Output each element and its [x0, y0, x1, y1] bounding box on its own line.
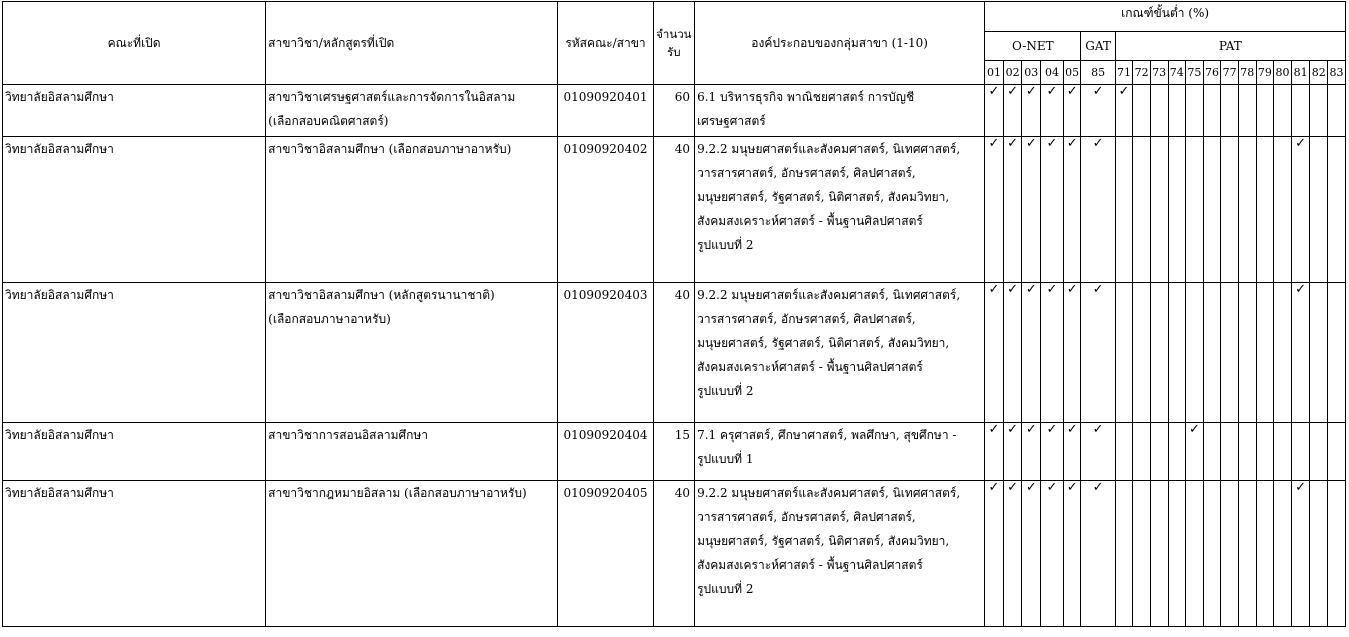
criteria-cell-80 — [1274, 137, 1292, 283]
check-icon: ✓ — [1046, 84, 1058, 99]
header-program: สาขาวิชา/หลักสูตรที่เปิด — [266, 2, 558, 85]
criteria-cell-73 — [1150, 283, 1168, 423]
criteria-cell-74 — [1168, 423, 1186, 481]
criteria-cell-79 — [1256, 481, 1274, 627]
check-icon: ✓ — [1046, 282, 1058, 297]
criteria-cell-72 — [1133, 137, 1151, 283]
criteria-cell-02 — [1003, 137, 1022, 283]
criteria-cell-79 — [1256, 283, 1274, 423]
criteria-cell-79 — [1256, 85, 1274, 137]
program-cell — [266, 283, 558, 423]
criteria-cell-75 — [1186, 423, 1204, 481]
components-line: 9.2.2 มนุษยศาสตร์และสังคมศาสตร์, นิเทศศาสตร์, — [697, 142, 961, 156]
check-icon: ✓ — [1092, 480, 1104, 495]
score-col-02: 02 — [1003, 61, 1022, 85]
criteria-cell-83 — [1328, 423, 1346, 481]
components-line: 9.2.2 มนุษยศาสตร์และสังคมศาสตร์, นิเทศศาสตร์, — [697, 288, 961, 302]
check-icon: ✓ — [1007, 136, 1019, 151]
table-row — [3, 283, 1346, 423]
header-seats-line1: จำนวน — [656, 27, 692, 41]
program-line: สาขาวิชาอิสลามศึกษา (เลือกสอบภาษาอาหรับ) — [268, 142, 512, 156]
criteria-cell-01 — [985, 423, 1004, 481]
components-line: วารสารศาสตร์, อักษรศาสตร์, ศิลปศาสตร์, — [697, 312, 916, 326]
check-icon: ✓ — [1025, 136, 1037, 151]
criteria-cell-02 — [1003, 481, 1022, 627]
seats-cell: 40 — [653, 283, 694, 423]
header-pat: PAT — [1115, 32, 1345, 61]
components-line: มนุษยศาสตร์, รัฐศาสตร์, นิติศาสตร์, สังคมวิทยา, — [697, 336, 950, 350]
criteria-cell-85 — [1081, 423, 1115, 481]
components-line: 6.1 บริหารธุรกิจ พาณิชยศาสตร์ การบัญชี — [697, 90, 915, 104]
check-icon: ✓ — [1046, 422, 1058, 437]
score-col-01: 01 — [985, 61, 1004, 85]
criteria-cell-85 — [1081, 481, 1115, 627]
program-line: สาขาวิชาการสอนอิสลามศึกษา — [268, 428, 429, 442]
criteria-cell-80 — [1274, 283, 1292, 423]
criteria-cell-04 — [1041, 137, 1064, 283]
criteria-cell-82 — [1310, 423, 1328, 481]
components-line: รูปแบบที่ 1 — [697, 452, 754, 466]
header-criteria: เกณฑ์ขั้นต่ำ (%) — [985, 2, 1346, 32]
criteria-cell-05 — [1063, 481, 1081, 627]
table-header — [3, 2, 1346, 85]
check-icon: ✓ — [1066, 84, 1078, 99]
check-icon: ✓ — [988, 422, 1000, 437]
code-cell: 01090920405 — [558, 481, 653, 627]
criteria-cell-05 — [1063, 137, 1081, 283]
seats-cell: 60 — [653, 85, 694, 137]
criteria-cell-74 — [1168, 283, 1186, 423]
criteria-cell-77 — [1221, 85, 1239, 137]
score-col-75: 75 — [1186, 61, 1204, 85]
criteria-cell-05 — [1063, 423, 1081, 481]
criteria-cell-03 — [1022, 85, 1041, 137]
program-line: สาขาวิชากฎหมายอิสลาม (เลือกสอบภาษาอาหรับ) — [268, 486, 527, 500]
criteria-cell-77 — [1221, 481, 1239, 627]
score-col-71: 71 — [1115, 61, 1133, 85]
check-icon: ✓ — [1025, 84, 1037, 99]
criteria-cell-05 — [1063, 283, 1081, 423]
score-col-05: 05 — [1063, 61, 1081, 85]
check-icon: ✓ — [1066, 480, 1078, 495]
components-line: มนุษยศาสตร์, รัฐศาสตร์, นิติศาสตร์, สังคมวิทยา, — [697, 190, 950, 204]
table-row — [3, 481, 1346, 627]
score-col-79: 79 — [1256, 61, 1274, 85]
score-col-83: 83 — [1328, 61, 1346, 85]
check-icon: ✓ — [1295, 136, 1307, 151]
criteria-cell-04 — [1041, 283, 1064, 423]
check-icon: ✓ — [1066, 282, 1078, 297]
table-row — [3, 85, 1346, 137]
check-icon: ✓ — [988, 480, 1000, 495]
components-line: 9.2.2 มนุษยศาสตร์และสังคมศาสตร์, นิเทศศาสตร์, — [697, 486, 961, 500]
code-cell: 01090920402 — [558, 137, 653, 283]
criteria-cell-73 — [1150, 423, 1168, 481]
criteria-cell-82 — [1310, 85, 1328, 137]
program-line: (เลือกสอบภาษาอาหรับ) — [268, 312, 391, 326]
check-icon: ✓ — [988, 136, 1000, 151]
components-line: มนุษยศาสตร์, รัฐศาสตร์, นิติศาสตร์, สังคมวิทยา, — [697, 534, 950, 548]
criteria-cell-02 — [1003, 85, 1022, 137]
code-cell: 01090920404 — [558, 423, 653, 481]
components-line: วารสารศาสตร์, อักษรศาสตร์, ศิลปศาสตร์, — [697, 166, 916, 180]
components-line: รูปแบบที่ 2 — [697, 238, 754, 252]
check-icon: ✓ — [1007, 282, 1019, 297]
score-col-03: 03 — [1022, 61, 1041, 85]
faculty-cell: วิทยาลัยอิสลามศึกษา — [3, 85, 266, 137]
check-icon: ✓ — [1046, 136, 1058, 151]
criteria-cell-02 — [1003, 423, 1022, 481]
criteria-cell-03 — [1022, 137, 1041, 283]
check-icon: ✓ — [1295, 282, 1307, 297]
score-col-77: 77 — [1221, 61, 1239, 85]
program-line: (เลือกสอบคณิตศาสตร์) — [268, 114, 389, 128]
criteria-cell-78 — [1238, 137, 1256, 283]
score-col-78: 78 — [1238, 61, 1256, 85]
criteria-cell-73 — [1150, 481, 1168, 627]
criteria-cell-81 — [1291, 423, 1310, 481]
components-line: สังคมสงเคราะห์ศาสตร์ - พื้นฐานศิลปศาสตร์ — [697, 214, 923, 228]
check-icon: ✓ — [1046, 480, 1058, 495]
criteria-cell-71 — [1115, 423, 1133, 481]
criteria-cell-78 — [1238, 481, 1256, 627]
criteria-cell-77 — [1221, 283, 1239, 423]
table-row — [3, 137, 1346, 283]
criteria-cell-83 — [1328, 85, 1346, 137]
criteria-cell-74 — [1168, 85, 1186, 137]
criteria-cell-76 — [1203, 283, 1221, 423]
criteria-cell-72 — [1133, 423, 1151, 481]
program-line: สาขาวิชาเศรษฐศาสตร์และการจัดการในอิสลาม — [268, 90, 516, 104]
header-code: รหัสคณะ/สาขา — [558, 2, 653, 85]
score-col-04: 04 — [1041, 61, 1064, 85]
criteria-cell-80 — [1274, 423, 1292, 481]
check-icon: ✓ — [1092, 84, 1104, 99]
criteria-cell-01 — [985, 481, 1004, 627]
criteria-cell-85 — [1081, 283, 1115, 423]
criteria-cell-72 — [1133, 283, 1151, 423]
criteria-cell-81 — [1291, 137, 1310, 283]
score-col-74: 74 — [1168, 61, 1186, 85]
components-line: 7.1 ครุศาสตร์, ศึกษาศาสตร์, พลศึกษา, สุขศึกษา - — [697, 428, 957, 442]
header-onet: O-NET — [985, 32, 1081, 61]
criteria-cell-03 — [1022, 481, 1041, 627]
components-line: เศรษฐศาสตร์ — [697, 114, 766, 128]
check-icon: ✓ — [1025, 422, 1037, 437]
check-icon: ✓ — [1066, 136, 1078, 151]
criteria-cell-75 — [1186, 85, 1204, 137]
components-line: สังคมสงเคราะห์ศาสตร์ - พื้นฐานศิลปศาสตร์ — [697, 558, 923, 572]
criteria-cell-73 — [1150, 85, 1168, 137]
check-icon: ✓ — [988, 84, 1000, 99]
components-cell — [695, 481, 985, 627]
seats-cell: 40 — [653, 137, 694, 283]
components-line: รูปแบบที่ 2 — [697, 582, 754, 596]
check-icon: ✓ — [1092, 422, 1104, 437]
criteria-cell-75 — [1186, 283, 1204, 423]
score-col-80: 80 — [1274, 61, 1292, 85]
program-cell — [266, 137, 558, 283]
program-cell — [266, 85, 558, 137]
criteria-cell-74 — [1168, 481, 1186, 627]
criteria-cell-80 — [1274, 481, 1292, 627]
check-icon: ✓ — [1066, 422, 1078, 437]
faculty-cell: วิทยาลัยอิสลามศึกษา — [3, 137, 266, 283]
criteria-cell-73 — [1150, 137, 1168, 283]
criteria-cell-77 — [1221, 423, 1239, 481]
header-gat: GAT — [1081, 32, 1115, 61]
score-col-85: 85 — [1081, 61, 1115, 85]
criteria-cell-76 — [1203, 85, 1221, 137]
check-icon: ✓ — [1092, 136, 1104, 151]
code-cell: 01090920401 — [558, 85, 653, 137]
check-icon: ✓ — [988, 282, 1000, 297]
criteria-cell-80 — [1274, 85, 1292, 137]
faculty-cell: วิทยาลัยอิสลามศึกษา — [3, 423, 266, 481]
check-icon: ✓ — [1188, 422, 1200, 437]
components-cell — [695, 423, 985, 481]
score-col-73: 73 — [1150, 61, 1168, 85]
criteria-cell-04 — [1041, 481, 1064, 627]
program-cell — [266, 481, 558, 627]
criteria-cell-83 — [1328, 137, 1346, 283]
criteria-cell-78 — [1238, 283, 1256, 423]
faculty-cell: วิทยาลัยอิสลามศึกษา — [3, 481, 266, 627]
criteria-cell-85 — [1081, 85, 1115, 137]
criteria-cell-03 — [1022, 423, 1041, 481]
criteria-cell-76 — [1203, 481, 1221, 627]
criteria-cell-03 — [1022, 283, 1041, 423]
check-icon: ✓ — [1007, 84, 1019, 99]
header-faculty: คณะที่เปิด — [3, 2, 266, 85]
check-icon: ✓ — [1025, 480, 1037, 495]
criteria-cell-72 — [1133, 85, 1151, 137]
table-body — [3, 85, 1346, 627]
criteria-cell-82 — [1310, 283, 1328, 423]
components-line: วารสารศาสตร์, อักษรศาสตร์, ศิลปศาสตร์, — [697, 510, 916, 524]
criteria-cell-82 — [1310, 481, 1328, 627]
criteria-cell-02 — [1003, 283, 1022, 423]
check-icon: ✓ — [1118, 84, 1130, 99]
check-icon: ✓ — [1007, 480, 1019, 495]
check-icon: ✓ — [1295, 480, 1307, 495]
score-col-81: 81 — [1291, 61, 1310, 85]
criteria-cell-04 — [1041, 423, 1064, 481]
faculty-cell: วิทยาลัยอิสลามศึกษา — [3, 283, 266, 423]
criteria-cell-81 — [1291, 85, 1310, 137]
criteria-cell-77 — [1221, 137, 1239, 283]
criteria-cell-83 — [1328, 283, 1346, 423]
criteria-cell-04 — [1041, 85, 1064, 137]
criteria-cell-78 — [1238, 85, 1256, 137]
components-line: สังคมสงเคราะห์ศาสตร์ - พื้นฐานศิลปศาสตร์ — [697, 360, 923, 374]
criteria-cell-71 — [1115, 85, 1133, 137]
criteria-cell-81 — [1291, 283, 1310, 423]
program-line: สาขาวิชาอิสลามศึกษา (หลักสูตรนานาชาติ) — [268, 288, 495, 302]
criteria-cell-01 — [985, 85, 1004, 137]
components-cell — [695, 137, 985, 283]
criteria-cell-78 — [1238, 423, 1256, 481]
score-col-76: 76 — [1203, 61, 1221, 85]
criteria-cell-01 — [985, 283, 1004, 423]
criteria-cell-71 — [1115, 137, 1133, 283]
criteria-cell-75 — [1186, 481, 1204, 627]
header-components: องค์ประกอบของกลุ่มสาขา (1-10) — [695, 2, 985, 85]
score-col-72: 72 — [1133, 61, 1151, 85]
code-cell: 01090920403 — [558, 283, 653, 423]
table-row — [3, 423, 1346, 481]
components-cell — [695, 283, 985, 423]
seats-cell: 15 — [653, 423, 694, 481]
criteria-cell-72 — [1133, 481, 1151, 627]
check-icon: ✓ — [1025, 282, 1037, 297]
criteria-cell-75 — [1186, 137, 1204, 283]
criteria-cell-01 — [985, 137, 1004, 283]
check-icon: ✓ — [1092, 282, 1104, 297]
criteria-cell-83 — [1328, 481, 1346, 627]
criteria-cell-79 — [1256, 423, 1274, 481]
header-seats-line2: รับ — [667, 45, 681, 59]
criteria-cell-81 — [1291, 481, 1310, 627]
seats-cell: 40 — [653, 481, 694, 627]
criteria-cell-71 — [1115, 283, 1133, 423]
check-icon: ✓ — [1007, 422, 1019, 437]
criteria-cell-82 — [1310, 137, 1328, 283]
criteria-cell-79 — [1256, 137, 1274, 283]
header-seats — [653, 2, 694, 85]
criteria-cell-05 — [1063, 85, 1081, 137]
criteria-cell-76 — [1203, 137, 1221, 283]
components-cell — [695, 85, 985, 137]
components-line: รูปแบบที่ 2 — [697, 384, 754, 398]
score-col-82: 82 — [1310, 61, 1328, 85]
criteria-cell-74 — [1168, 137, 1186, 283]
criteria-cell-71 — [1115, 481, 1133, 627]
admission-table — [2, 1, 1346, 627]
program-cell — [266, 423, 558, 481]
criteria-cell-85 — [1081, 137, 1115, 283]
criteria-cell-76 — [1203, 423, 1221, 481]
